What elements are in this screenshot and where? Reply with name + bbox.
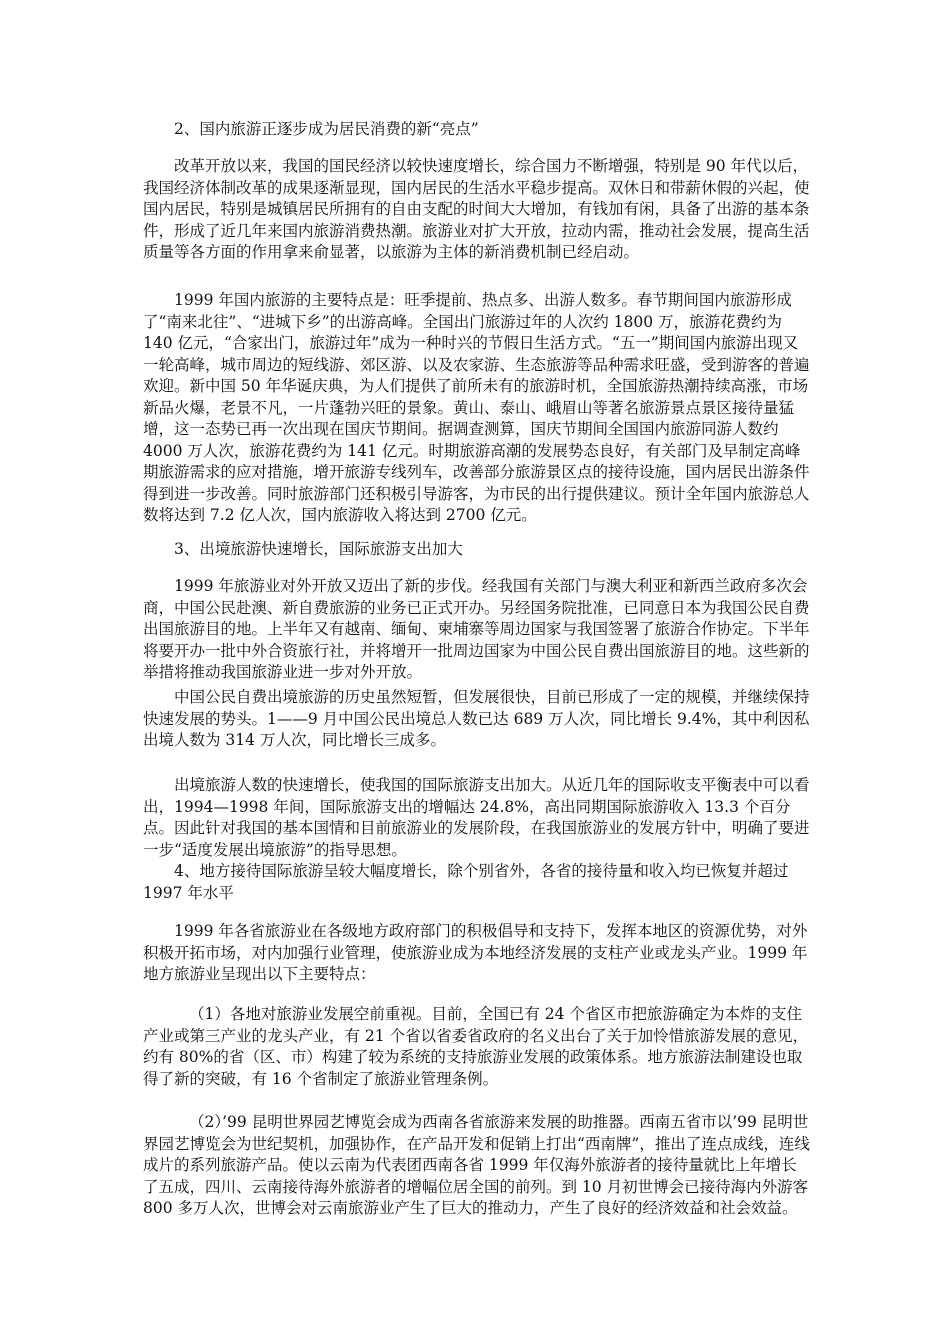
paragraph: 改革开放以来，我国的国民经济以较快速度增长，综合国力不断增强，特别是 90 年代以后，我国经济体制改革的成果逐渐显现，国内居民的生活水平稳步提高。双休日和带薪休假的兴起，使国内居民，特别是城镇居民所拥有的自由支配的时间大大增加，有钱加有闲，具备了出游的基本条件，形成了近几年来国内旅游消费热潮。旅游业对扩大开放，拉动内需，推动社会发展，提高生活质量等各方面的作用拿来俞显著，以旅游为主体的新消费机制已经启动。 xyxy=(143,157,810,261)
paragraph: 中国公民自费出境旅游的历史虽然短暂，但发展很快，目前已形成了一定的规模，并继续保持快速发展的势头。1——9 月中国公民出境总人数已达 689 万人次，同比增长 9.4%，其中利因私出境人数为 314 万人次，同比增长三成多。 xyxy=(143,688,810,749)
paragraph: 1999 年旅游业对外开放又迈出了新的步伐。经我国有关部门与澳大利亚和新西兰政府多次会商，中国公民赴澳、新自费旅游的业务已正式开办。另经国务院批准，已同意日本为我国公民自费出国旅游目的地。上半年又有越南、缅甸、柬埔寨等周边国家与我国签署了旅游合作协定。下半年将要开办一批中外合资旅行社，并将增开一批周边国家为中国公民自费出国旅游目的地。这些新的举措将推动我国旅游业进一步对外开放。 xyxy=(143,577,810,681)
paragraph: 1999 年国内旅游的主要特点是：旺季提前、热点多、出游人数多。春节期间国内旅游形成了“南来北往”、“进城下乡”的出游高峰。全国出门旅游过年的人次约 1800 万，旅游花费约为 140 亿元，“合家出门，旅游过年”成为一种时兴的节假日生活方式。“五一”期间国内旅游出现又一轮高峰，城市周边的短线游、郊区游、以及农家游、生态旅游等品种需求旺盛，受到游客的普遍欢迎。新中国 50 年华诞庆典，为人们提供了前所未有的旅游时机，全国旅游热潮持续高涨，市场新品火爆，老景不凡，一片蓬勃兴旺的景象。黄山、泰山、峨眉山等著名旅游景点景区接待量猛增，这一态势已再一次出现在国庆节期间。据调查测算，国庆节期间全国国内旅游同游人数约 4000 万人次，旅游花费约为 141 亿元。时期旅游高潮的发展势态良好，有关部门及早制定高峰期旅游需求的应对措施，增开旅游专线列车，改善部分旅游景区点的接待设施，国内居民出游条件得到进一步改善。同时旅游部门还积极引导游客，为市民的出行提供建议。预计全年国内旅游总人数将达到 7.2 亿人次，国内旅游收入将达到 2700 亿元。 xyxy=(143,291,810,524)
section-heading-3: 3、出境旅游快速增长，国际旅游支出加大 xyxy=(174,540,463,558)
numbered-paragraph-2: （2）’99 昆明世界园艺博览会成为西南各省旅游来发展的助推器。西南五省市以’99 昆明世界园艺博览会为世纪契机，加强协作，在产品开发和促销上打出“西南牌”，推出了连点成线，连线成片的系列旅游产品。使以云南为代表团西南各省 1999 年仅海外旅游者的接待量就比上年增长了五成，四川、云南接待海外旅游者的增幅位居全国的前列。到 10 月初世博会已接待海内外游客 800 多万人次，世博会对云南旅游业产生了巨大的推动力，产生了良好的经济效益和社会效益。 xyxy=(143,1113,810,1217)
paragraph: 1999 年各省旅游业在各级地方政府部门的积极倡导和支持下，发挥本地区的资源优势，对外积极开拓市场，对内加强行业管理，使旅游业成为本地经济发展的支柱产业或龙头产业。1999 年地方旅游业呈现出以下主要特点： xyxy=(143,922,808,983)
numbered-paragraph-1: （1）各地对旅游业发展空前重视。目前，全国已有 24 个省区市把旅游确定为本炸的支住产业或第三产业的龙头产业，有 21 个省以省委省政府的名义出台了关于加怜惜旅游发展的意见，约有 80%的省（区、市）构建了较为系统的支持旅游业发展的政策体系。地方旅游法制建设也取得了新的突破，有 16 个省制定了旅游业管理条例。 xyxy=(143,1005,809,1088)
section-heading-4: 4、地方接待国际旅游呈较大幅度增长，除个别省外，各省的接待量和收入均已恢复并超过 1997 年水平 xyxy=(143,862,789,902)
section-heading-2: 2、国内旅游正逐步成为居民消费的新“亮点” xyxy=(174,120,479,138)
paragraph: 出境旅游人数的快速增长，使我国的国际旅游支出加大。从近几年的国际收支平衡表中可以看出，1994—1998 年间，国际旅游支出的增幅达 24.8%，高出同期国际旅游收入 13.3 个百分点。因此针对我国的基本国情和目前旅游业的发展阶段，在我国旅游业的发展方针中，明确了要进一步“适度发展出境旅游”的指导思想。 xyxy=(143,776,810,859)
